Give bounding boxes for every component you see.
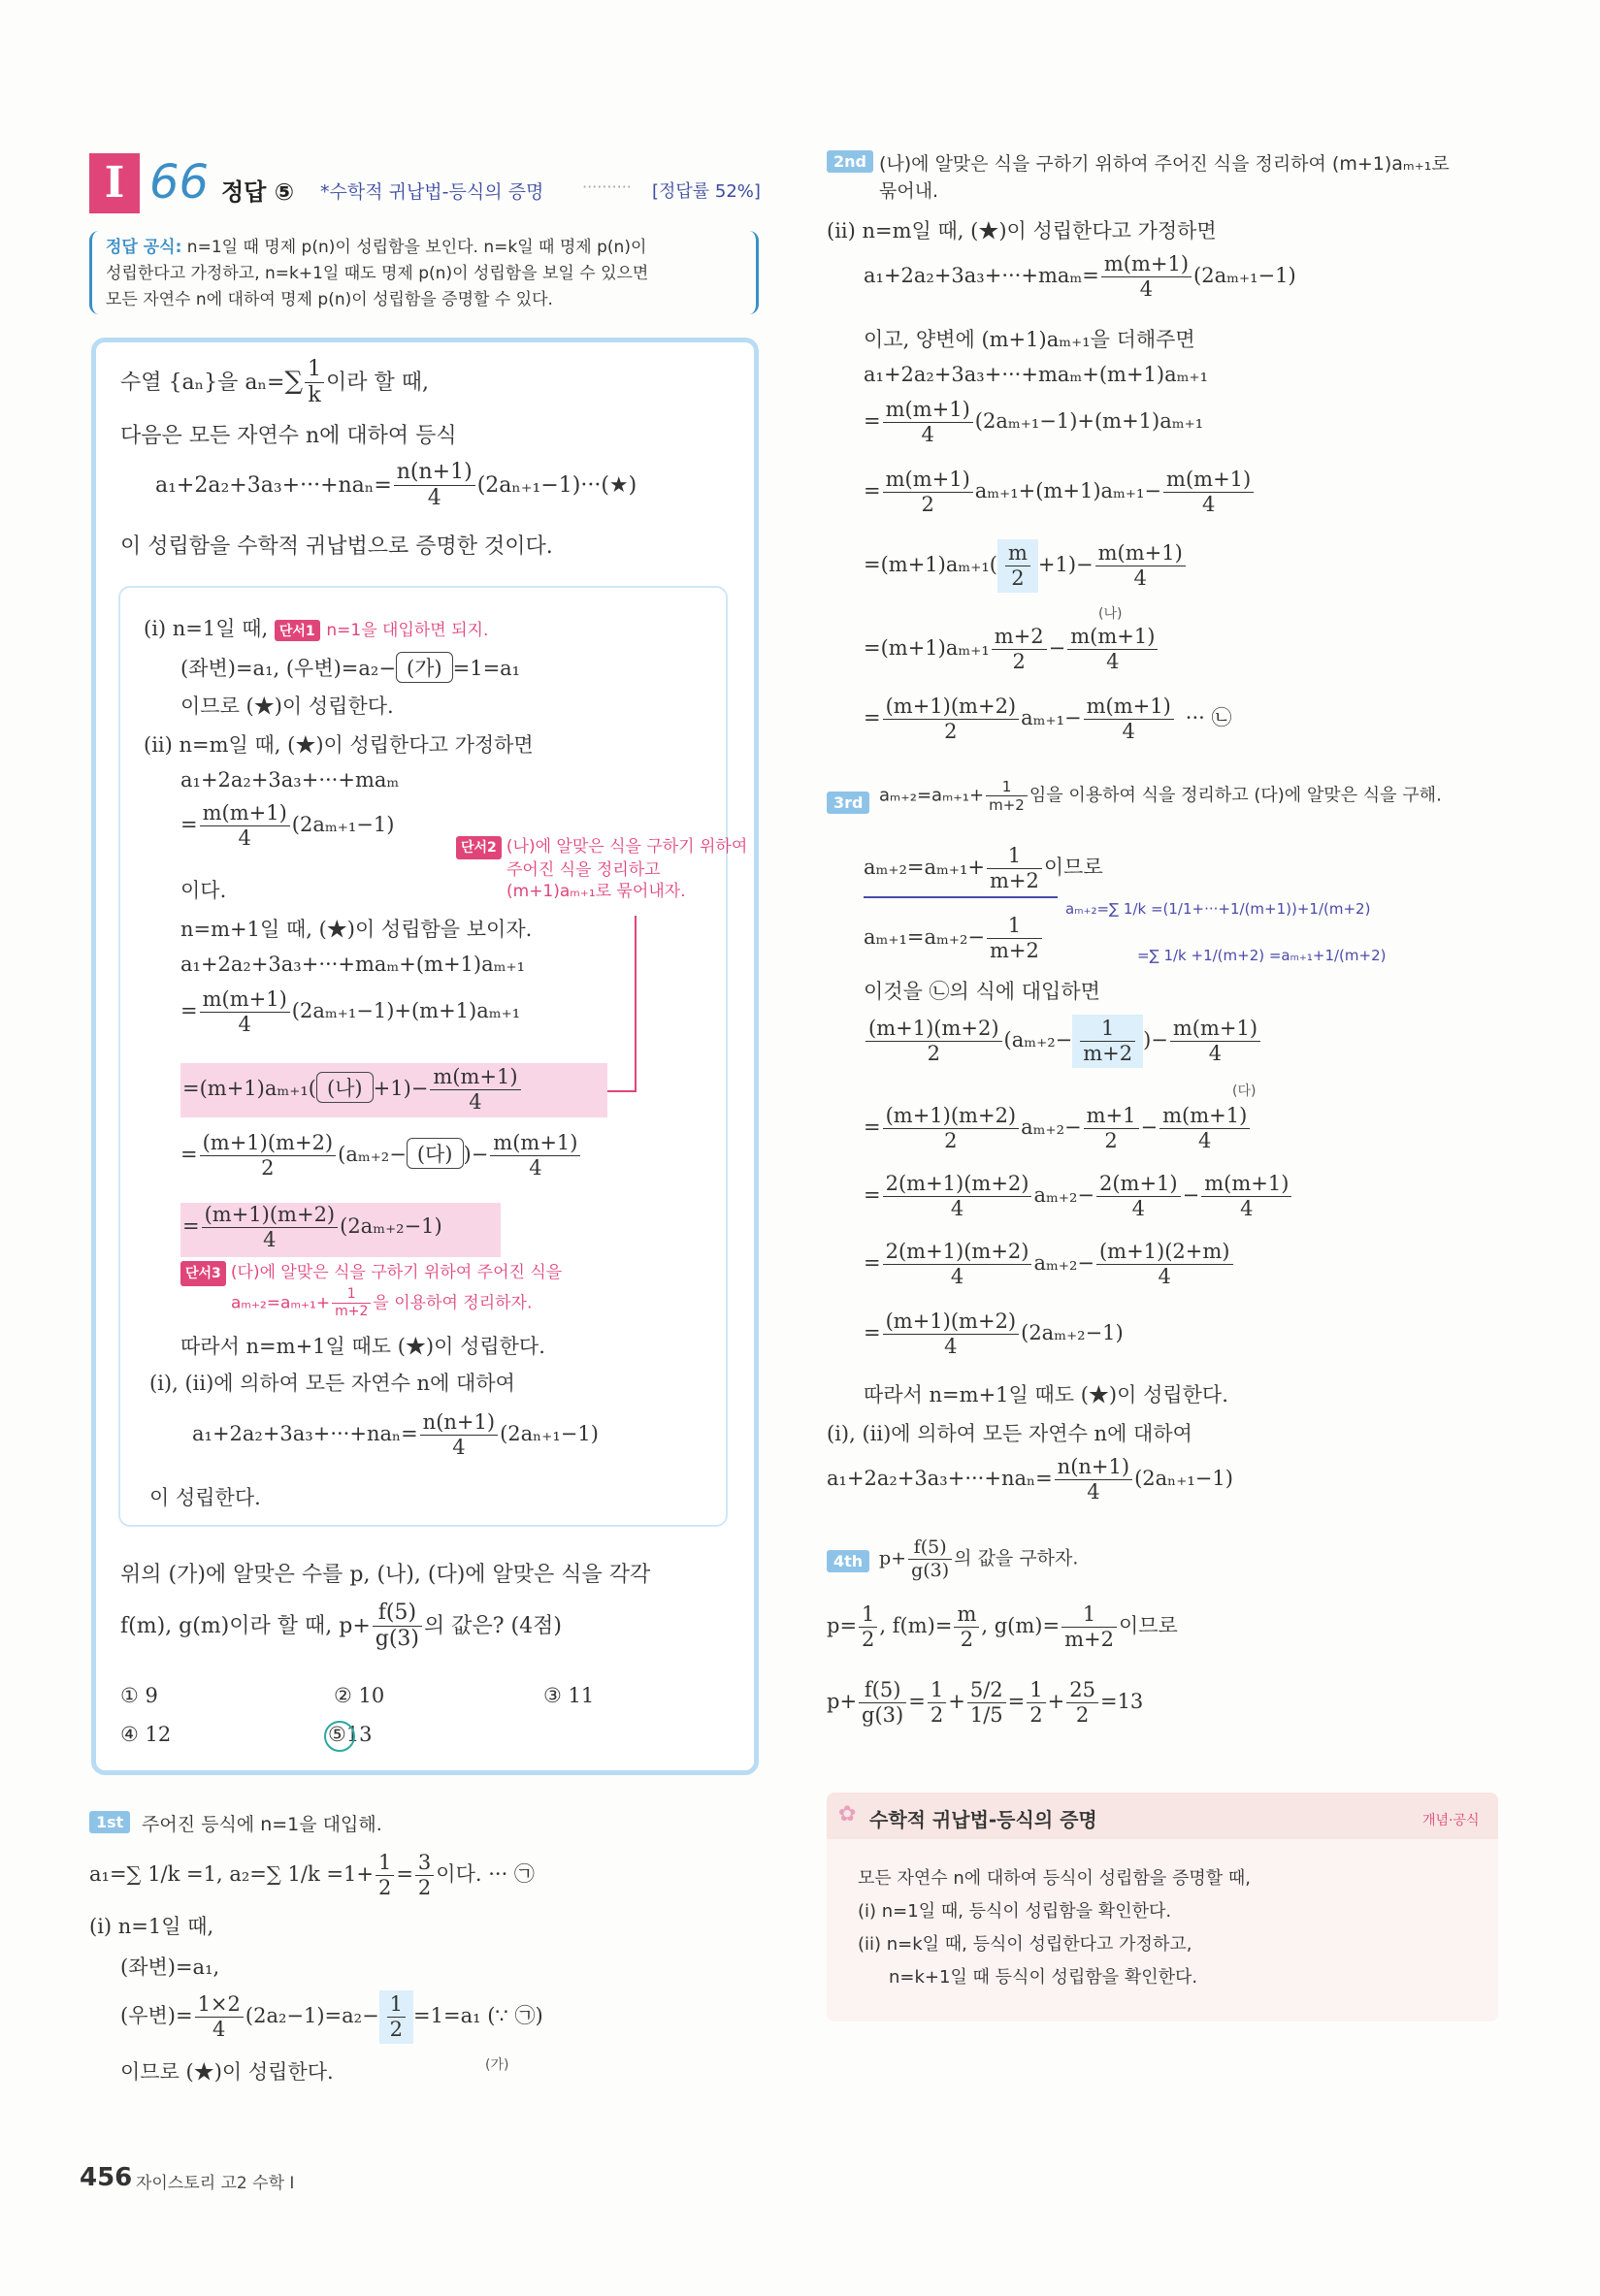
frac-den: 2 [921,493,934,517]
frac-den: 2 [377,1876,392,1900]
sol4-line-2: p+ $\frac{f(5)}{g(3)}$ = $\frac{1}{2}$ + $\frac{5/2}{1/5}$ = $\frac{1}{2}$ + $\frac{25}{2}$ =13 [827,1678,1144,1728]
frac-den: 4 [238,1013,251,1037]
text: =(m+1)aₘ₊₁ [864,636,990,661]
frac-den: 4 [1158,1265,1171,1289]
proof-line-13: = $\frac{(m+1)(m+2)}{4}$ (2aₘ₊₂−1) [182,1203,442,1252]
proof-line-12: = $\frac{(m+1)(m+2)}{2}$ (aₘ₊₂− (다) )− $\frac{m(m+1)}{4}$ [180,1131,582,1180]
text: a₁+2a₂+3a₃+···+naₙ= [827,1467,1053,1491]
frac-num: m(m+1) [1159,1104,1250,1129]
sol3-line-3: 이것을 ㉡의 식에 대입하면 [864,980,1100,1003]
proof-line-17: 이 성립한다. [149,1486,261,1509]
frac-num: (m+1)(m+2) [883,1310,1020,1335]
sol3-line-1 [864,844,1103,893]
frac-den: 4 [1198,1129,1212,1153]
frac-den: 2 [389,2018,404,2042]
frac-num: m+1 [1084,1104,1139,1129]
frac-den: 2 [944,720,958,744]
text: =13 [1099,1690,1144,1714]
frac-den: 4 [212,2018,226,2042]
frac-den: 2 [1104,1129,1118,1153]
step-2-title-2: 묶어내. [879,180,939,202]
hint-2-line-1: (나)에 알맞은 식을 구하기 위하여 [506,837,748,857]
ga-note: (가) [485,2057,509,2073]
hint-2-arrow [607,916,637,1092]
hint-2 [456,836,747,902]
text: = [908,1690,926,1714]
hint-1-note: n=1을 대입하면 되지. [326,621,489,640]
roman-badge: I [89,153,140,213]
proof-line-16 [192,1410,599,1460]
text: (2a₂−1)=a₂− [245,2004,379,2028]
frac-den: 4 [1201,493,1216,517]
text: +1)− [373,1077,429,1101]
frac-num: (m+1)(m+2) [883,1104,1020,1129]
frac-den: m+2 [1064,1628,1114,1652]
problem-seq-def: 수열 {aₙ}을 aₙ= [120,370,285,395]
frac-den: 2 [1012,650,1026,674]
frac-den: 4 [427,486,441,511]
concept-title: 수학적 귀납법-등식의 증명 [869,1808,1097,1831]
sol2-line-1: (ii) n=m일 때, (★)이 성립한다고 가정하면 [827,219,1217,243]
step-2-title-1: (나)에 알맞은 식을 구하기 위하여 주어진 식을 정리하여 (m+1)aₘ₊₁로 [879,153,1450,175]
flower-icon: ✿ [838,1802,857,1827]
frac-num: m [954,1602,979,1628]
frac-num: m(m+1) [883,468,973,493]
sol3-line-6: = $\frac{2(m+1)(m+2)}{4}$ aₘ₊₂− $\frac{2(m+1)}{4}$ − $\frac{m(m+1)}{4}$ [864,1172,1293,1221]
proof-line-3: 이므로 (★)이 성립한다. [180,695,394,718]
step-3-tag: 3rd [827,792,869,814]
text: (2aₘ₊₁−1)+(m+1)aₘ₊₁ [291,999,521,1023]
text: 의 값은? (4점) [424,1613,562,1638]
proof-line-6: = $\frac{m(m+1)}{4}$ (2aₘ₊₁−1) [180,801,395,851]
text: aₘ₊₁=aₘ₊₂− [864,925,985,950]
frac-num: 1 [928,1678,946,1703]
frac-num: 1 [305,357,324,383]
sol3-side-note-2: =∑ 1/k +1/(m+2) =aₘ₊₁+1/(m+2) [1137,947,1387,964]
problem-number: 66 [149,155,210,210]
frac-den: m+2 [990,939,1039,963]
formula-label: 정답 공식: [106,238,182,257]
sol1-line-1 [89,1851,535,1900]
frac-den: g(3) [375,1627,420,1652]
frac-den: 2 [960,1628,974,1652]
frac-num: m(m+1) [1067,625,1158,650]
text: (aₘ₊₂− [338,1143,407,1167]
text: p+ [879,1547,907,1569]
frac-den: g(3) [862,1703,904,1728]
proof-line-15: (i), (ii)에 의하여 모든 자연수 n에 대하여 [149,1372,515,1395]
frac-den: 4 [1106,650,1120,674]
frac-den: 2 [1075,1703,1090,1728]
problem-line-4: 이 성립함을 수학적 귀납법으로 증명한 것이다. [120,534,553,559]
sol2-line-2 [864,252,1296,302]
text: aₘ₊₂− [1033,1183,1094,1208]
text: aₘ₊₂=aₘ₊₁+ [231,1293,331,1313]
text: 이다. ··· ㉠ [436,1862,535,1887]
frac-num: m(m+1) [200,801,290,826]
frac-num: 1 [332,1286,371,1304]
sol2-line-4: a₁+2a₂+3a₃+···+maₘ+(m+1)aₘ₊₁ [864,363,1209,386]
frac-num: m(m+1) [1101,252,1192,277]
text: (aₘ₊₂− [1003,1028,1073,1052]
text: aₘ₊₂− [1021,1116,1082,1140]
frac-den: 2 [1011,566,1025,591]
text: (2aₘ₊₂−1) [1021,1321,1124,1345]
text: aₘ₊₁+(m+1)aₘ₊₁− [974,479,1162,503]
frac-num: m(m+1) [883,398,973,423]
choice-1[interactable]: ① 9 [120,1684,158,1707]
frac-den: 4 [950,1265,964,1289]
frac-num: 1 [376,1851,394,1876]
frac-den: m+2 [1083,1042,1133,1066]
frac-den: 2 [417,1876,432,1900]
frac-num: (m+1)(2+m) [1096,1240,1233,1265]
formula-box [89,231,759,314]
frac-num: m(m+1) [200,987,290,1013]
frac-den: 2 [927,1042,940,1066]
text: (i) n=1일 때, [144,617,269,640]
frac-num: (m+1)(m+2) [865,1017,1002,1042]
sol1-line-2: (i) n=1일 때, [89,1915,214,1938]
sol3-side-note-1: aₘ₊₂=∑ 1/k =(1/1+···+1/(m+1))+1/(m+2) [1065,900,1371,918]
text: aₘ₊₂− [1033,1251,1094,1276]
page-number: 456 [80,2163,133,2192]
hint-2-line-3: (m+1)aₘ₊₁로 묶어내자. [506,882,686,901]
frac-num: f(5) [908,1536,952,1560]
problem-line-2: 다음은 모든 자연수 n에 대하여 등식 [120,424,457,448]
hint-3-tag: 단서3 [180,1261,226,1286]
frac-den: 4 [1122,720,1135,744]
step-1-tag: 1st [89,1811,130,1833]
proof-line-9: a₁+2a₂+3a₃+···+maₘ+(m+1)aₘ₊₁ [180,953,526,976]
frac-den: 4 [1087,1480,1100,1504]
frac-den: 4 [452,1436,466,1460]
frac-den: 4 [1131,1197,1145,1221]
sol2-line-5: = $\frac{m(m+1)}{4}$ (2aₘ₊₁−1)+(m+1)aₘ₊₁ [864,398,1204,447]
step-4-tag: 4th [827,1550,869,1572]
frac-num: n(n+1) [394,460,475,486]
frac-den: 4 [529,1156,542,1180]
frac-den: m+2 [990,869,1039,893]
frac-den: 1/5 [969,1703,1003,1728]
frac-num: 1 [1061,1602,1117,1628]
sol3-line-7: = $\frac{2(m+1)(m+2)}{4}$ aₘ₊₂− $\frac{(m+1)(2+m)}{4}$ [864,1240,1235,1289]
problem-star-equation [155,460,637,512]
text: 을 이용하여 정리하자. [373,1293,533,1313]
frac-den: 4 [263,1228,277,1252]
frac-num: n(n+1) [1055,1455,1132,1480]
frac-num: 25 [1066,1678,1098,1703]
da-note: (다) [1232,1083,1257,1099]
frac-num: m(m+1) [1170,1017,1260,1042]
book-title: 자이스토리 고2 수학 I [136,2174,295,2193]
text: (2aₙ₊₁−1) [1134,1467,1233,1491]
sol4-line-1 [827,1602,1178,1652]
choice-4[interactable]: ④ 12 [120,1723,172,1746]
hint-3-line-2 [180,1286,562,1320]
frac-den: m+2 [335,1303,369,1319]
frac-num: 1 [387,1992,406,2018]
accuracy-rate: [정답률 52%] [652,181,761,202]
text: 이라 할 때, [326,370,430,395]
text: (2aₙ₊₁−1)···(★) [476,472,637,498]
frac-num: 1 [859,1602,877,1628]
step-2-tag: 2nd [827,150,873,173]
frac-num: (m+1)(m+2) [202,1203,339,1228]
blank-na: (나) [316,1072,374,1103]
choice-3[interactable]: ③ 11 [543,1684,595,1707]
frac-den: 4 [1133,566,1147,591]
choice-5[interactable]: ⑤13 [328,1723,373,1746]
text: (2aₘ₊₂−1) [340,1214,442,1239]
proof-line-1 [144,613,488,642]
proof-line-5: a₁+2a₂+3a₃+···+maₘ [180,768,400,792]
text: , f(m)= [879,1614,953,1638]
frac-num: 1 [987,844,1042,869]
frac-den: m+2 [989,796,1025,814]
concept-line-3: (ii) n=k일 때, 등식이 성립한다고 가정하고, [858,1934,1192,1955]
frac-den: 4 [469,1090,482,1115]
question-line-1: 위의 (가)에 알맞은 수를 p, (나), (다)에 알맞은 식을 각각 [120,1563,651,1587]
frac-den: 2 [862,1628,875,1652]
frac-num: 2(m+1)(m+2) [883,1172,1032,1197]
blank-da: (다) [407,1138,464,1169]
frac-num: 3 [415,1851,434,1876]
answer-circle [324,1721,355,1752]
choice-2[interactable]: ② 10 [334,1684,385,1707]
na-note: (나) [1098,606,1123,622]
frac-num: 1 [1027,1678,1045,1703]
text: p= [827,1614,858,1638]
text: (2aₘ₊₁−1)+(m+1)aₘ₊₁ [974,409,1204,434]
frac-num: 1 [987,914,1042,939]
text: 이므로 [1043,856,1103,880]
concept-tag: 개념·공식 [1422,1813,1480,1828]
frac-num: 1×2 [195,1992,244,2018]
sol3-line-4 [864,1015,1262,1068]
topic-label: *수학적 귀납법-등식의 증명 [320,181,544,203]
text: 의 값을 구하자. [954,1547,1079,1569]
text: a₁=∑ 1/k =1, a₂=∑ 1/k =1+ [89,1862,374,1887]
text: +1)− [1037,553,1094,577]
sol3-line-8: = $\frac{(m+1)(m+2)}{4}$ (2aₘ₊₂−1) [864,1310,1124,1359]
text: =(m+1)aₘ₊₁( [182,1077,316,1101]
text: )− [1143,1028,1168,1052]
sol2-line-7 [864,539,1188,593]
proof-line-8: n=m+1일 때, (★)이 성립함을 보이자. [180,918,533,941]
frac-den: 4 [238,826,251,851]
text: 임을 이용하여 식을 정리하고 (다)에 알맞은 식을 구해. [1029,785,1442,806]
blank-ga: (가) [396,652,453,683]
hint-2-line-2: 주어진 식을 정리하고 [506,860,661,880]
frac-num: 2(m+1) [1096,1172,1181,1197]
frac-num: m(m+1) [1201,1172,1291,1197]
proof-line-2 [180,652,520,683]
text: (2aₘ₊₁−1) [1193,264,1296,288]
proof-line-11 [182,1065,523,1115]
text: a₁+2a₂+3a₃+···+naₙ= [155,472,392,498]
frac-num: m [1005,541,1030,566]
sol3-line-10: (i), (ii)에 의하여 모든 자연수 n에 대하여 [827,1422,1192,1445]
sol2-line-3: 이고, 양변에 (m+1)aₘ₊₁을 더해주면 [864,328,1195,351]
sigma-symbol: ∑ [284,366,304,396]
frac-den: 4 [950,1197,964,1221]
problem-line-1 [120,357,429,409]
text: =(m+1)aₘ₊₁( [864,553,997,577]
frac-num: 1 [986,778,1028,796]
text: (2aₙ₊₁−1) [500,1422,599,1446]
frac-den: 4 [1240,1197,1254,1221]
step-4-title [879,1536,1078,1582]
proof-line-10: = $\frac{m(m+1)}{4}$ (2aₘ₊₁−1)+(m+1)aₘ₊₁ [180,987,521,1037]
concept-line-1: 모든 자연수 n에 대하여 등식이 성립함을 증명할 때, [858,1868,1251,1889]
sol1-line-5: 이므로 (★)이 성립한다. [120,2060,334,2084]
hint-1-tag: 단서1 [275,620,320,641]
topic-dots: ·········· [582,178,632,196]
text: (2aₘ₊₁−1) [291,813,395,837]
frac-num: 1 [1080,1017,1135,1042]
frac-num: n(n+1) [420,1410,498,1436]
sol3-line-5: = $\frac{(m+1)(m+2)}{2}$ aₘ₊₂− $\frac{m+1}{2}$ − $\frac{m(m+1)}{4}$ [864,1104,1252,1153]
frac-num: m(m+1) [1084,695,1174,720]
text: aₘ₊₁− [1021,706,1082,730]
frac-num: 2(m+1)(m+2) [883,1240,1032,1265]
frac-num: 5/2 [967,1678,1006,1703]
frac-num: f(5) [859,1678,906,1703]
sol3-underline [864,896,1058,898]
text: =1=a₁ [452,657,521,680]
frac-den: 4 [1208,1042,1223,1066]
concept-line-4: n=k+1일 때 등식이 성립함을 확인한다. [889,1967,1198,1988]
frac-num: m(m+1) [430,1065,520,1090]
text: (우변)= [120,2004,193,2028]
concept-line-2: (i) n=1일 때, 등식이 성립함을 확인한다. [858,1901,1172,1922]
frac-num: m(m+1) [1163,468,1254,493]
hint-2-tag: 단서2 [456,836,502,859]
formula-text-2: 성립한다고 가정하고, n=k+1일 때도 명제 p(n)이 성립함을 보일 수 있으면 [106,264,649,283]
proof-line-4: (ii) n=m일 때, (★)이 성립한다고 가정하면 [144,733,534,757]
text: ··· ㉡ [1185,706,1232,730]
sol3-line-2 [864,914,1044,963]
sol1-line-3: (좌변)=a₁, [120,1956,220,1979]
frac-den: 4 [1139,277,1154,302]
text: 이므로 [1118,1614,1178,1638]
frac-num: f(5) [373,1601,422,1627]
sol2-line-8: =(m+1)aₘ₊₁ $\frac{m+2}{2}$ − $\frac{m(m+1)}{4}$ [864,625,1159,674]
frac-num: (m+1)(m+2) [883,695,1020,720]
sol3-line-11 [827,1455,1233,1504]
sol3-line-9: 따라서 n=m+1일 때도 (★)이 성립한다. [864,1383,1228,1407]
sol2-line-6: = $\frac{m(m+1)}{2}$ aₘ₊₁+(m+1)aₘ₊₁− $\frac{m(m+1)}{4}$ [864,468,1256,517]
step-1-title: 주어진 등식에 n=1을 대입해. [142,1814,382,1835]
frac-num: m(m+1) [490,1131,580,1156]
text: , g(m)= [981,1614,1061,1638]
hint-3 [180,1261,562,1320]
frac-den: 2 [1029,1703,1043,1728]
formula-text-1: n=1일 때 명제 p(n)이 성립함을 보인다. n=k일 때 명제 p(n)이 [181,238,647,257]
text: )− [463,1143,489,1167]
frac-den: 2 [261,1156,275,1180]
frac-den: 2 [944,1129,958,1153]
text: =1=a₁ (∵ ㉠) [413,2004,543,2028]
frac-num: m(m+1) [1095,541,1186,566]
frac-num: m+2 [992,625,1047,650]
step-3-title [879,778,1442,814]
text: = [396,1862,413,1887]
proof-line-7: 이다. [180,879,227,902]
frac-den: k [308,383,321,408]
answer-label: 정답 ⑤ [221,178,295,206]
text: aₘ₊₂=aₘ₊₁+ [879,785,985,806]
frac-den: 4 [944,1335,958,1359]
text: aₘ₊₂=aₘ₊₁+ [864,856,985,880]
text: p+ [827,1690,858,1714]
frac-den: 4 [921,423,934,447]
frac-num: (m+1)(m+2) [200,1131,337,1156]
frac-den: 2 [930,1703,944,1728]
text: a₁+2a₂+3a₃+···+naₙ= [192,1422,418,1446]
formula-text-3: 모든 자연수 n에 대하여 명제 p(n)이 성립함을 증명할 수 있다. [106,290,553,309]
text: (좌변)=a₁, (우변)=a₂− [180,657,396,680]
sol1-line-4 [120,1990,543,2044]
sol2-line-9: = $\frac{(m+1)(m+2)}{2}$ aₘ₊₁− $\frac{m(m+1)}{4}$ ··· ㉡ [864,695,1232,744]
text: a₁+2a₂+3a₃+···+maₘ= [864,264,1099,288]
frac-den: g(3) [911,1559,950,1581]
text: f(m), g(m)이라 할 때, p+ [120,1613,371,1638]
hint-3-line-1: (다)에 알맞은 식을 구하기 위하여 주어진 식을 [230,1263,563,1282]
proof-line-14: 따라서 n=m+1일 때도 (★)이 성립한다. [180,1335,545,1358]
question-line-2 [120,1601,562,1653]
